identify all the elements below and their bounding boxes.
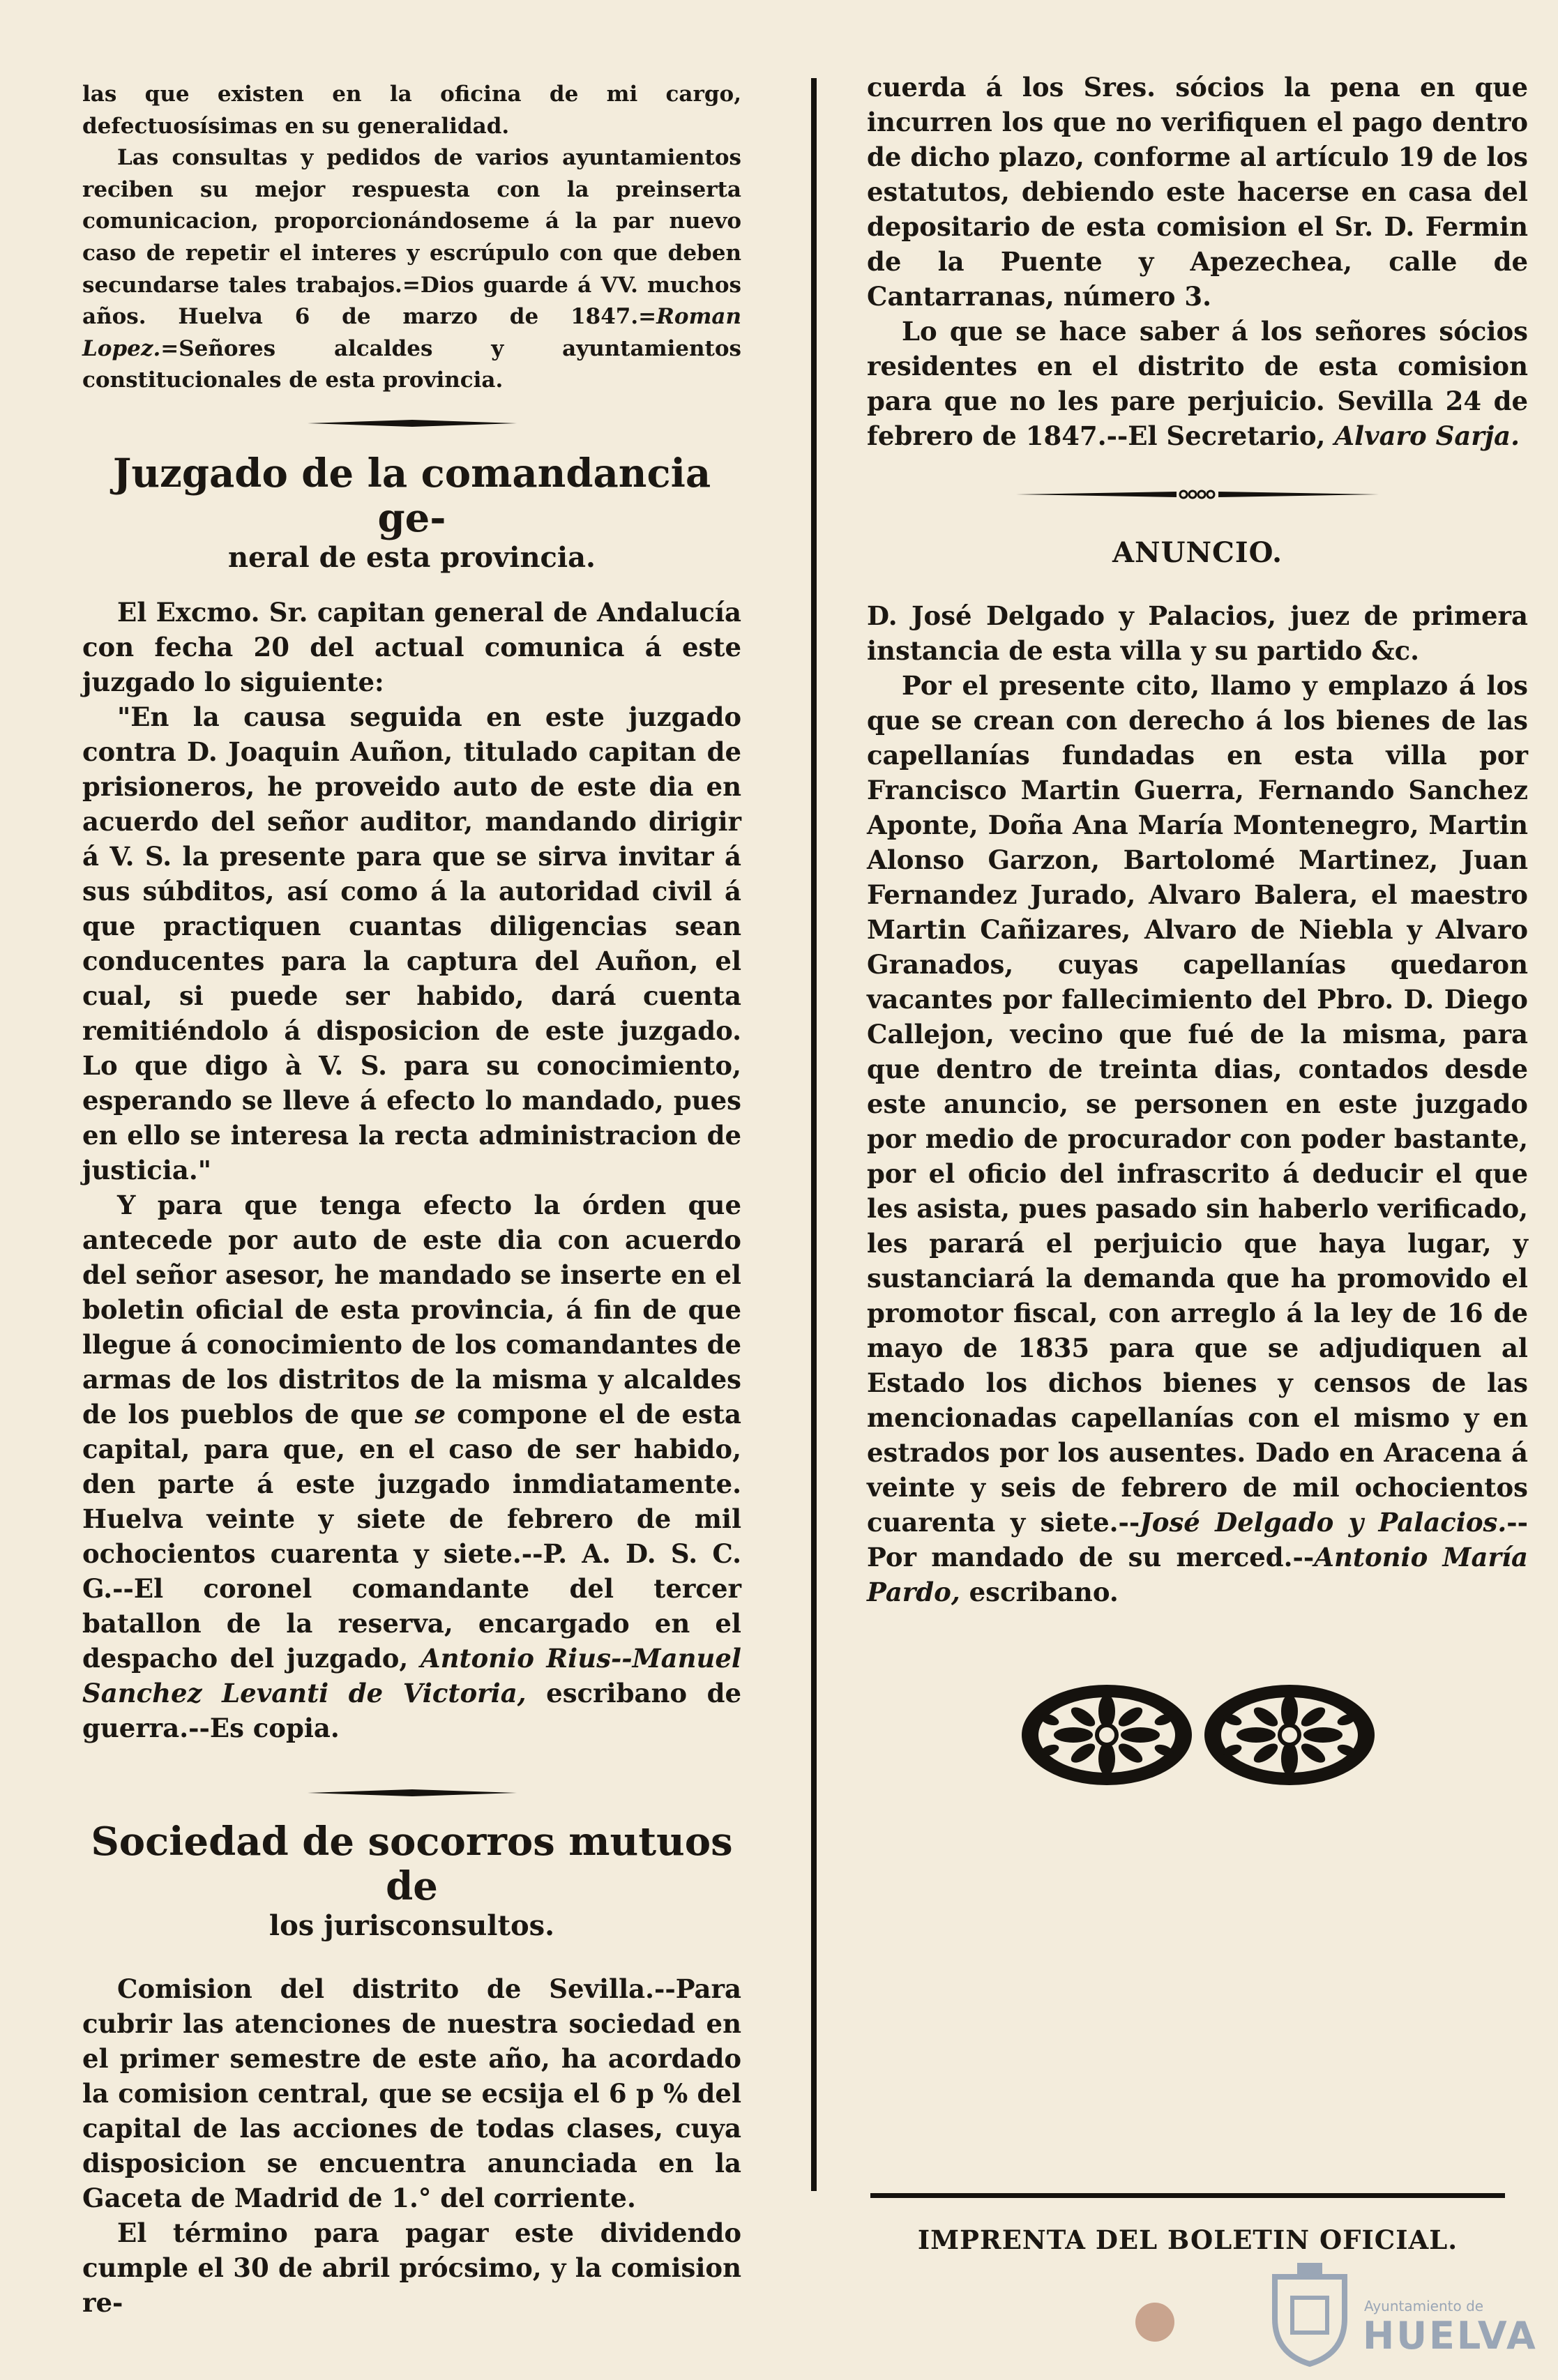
signature-pardo: Antonio María Pardo, <box>867 1542 1528 1607</box>
ornament-rule-1 <box>308 418 517 429</box>
heading-sociedad: Sociedad de socorros mutuos de <box>91 1818 733 1909</box>
signature-rius-sanchez: Antonio Rius--Manuel Sanchez Levanti de Victoria, <box>82 1642 741 1708</box>
left-paragraph-2 <box>82 142 741 397</box>
heading-juzgado <box>82 451 741 540</box>
right-paragraph-2 <box>867 314 1528 453</box>
left-column <box>82 0 741 2320</box>
rosette-ornament <box>1016 1672 1379 1798</box>
right-p2-text: Lo que se hace saber á los señores sócios residentes en el distrito de esta comision para que no les pare perjuicio. Sevilla 24 de febrero de 1847.--El Secretario, <box>867 316 1528 451</box>
left-p5-text-2: compone el de esta capital, para que, en el caso de ser habido, den parte á este juzgado inmdiatamente. Huelva veinte y siete de febrero de mil ochocientos cuarenta y siete.--P. A. D. S. C. G.--El coronel comandante del tercer batallon de la reserva, encargado en el despacho del juzgado, <box>82 1398 741 1674</box>
footer-rule <box>870 2193 1505 2198</box>
huelva-watermark <box>1268 2259 1547 2374</box>
column-divider <box>811 78 817 2191</box>
heading-sociedad-sub: los jurisconsultos. <box>269 1909 555 1942</box>
right-paragraph-4 <box>867 668 1528 1609</box>
left-paragraph-3: El Excmo. Sr. capitan general de Andalucía con fecha 20 del actual comunica á este juzgado lo siguiente: <box>82 596 741 697</box>
heading-juzgado-sub: neral de esta provincia. <box>228 540 596 574</box>
left-paragraph-1: las que existen en la oficina de mi cargo, defectuosísimas en su generalidad. <box>82 82 741 139</box>
huelva-crest-icon <box>1268 2263 1352 2367</box>
paper-stain <box>1135 2303 1174 2342</box>
right-p4-text: Por el presente cito, llamo y emplazo á los que se crean con derecho á los bienes de las capellanías fundadas en esta villa por Francisco Martin Guerra, Fernando Sanchez Aponte, Doña Ana María Montenegro, Martin Alonso Garzon, Bartolomé Martinez, Juan Fernandez Jurado, Alvaro Balera, el maestro Martin Cañizares, Alvaro de Niebla y Alvaro Granados, cuyas capellanías quedaron vacantes por fallecimiento del Pbro. D. Diego Callejon, vecino que fué de la misma, para que dentro de treinta dias, contados desde este anuncio, se personen en este juzgado por medio de procurador con poder bastante, por el oficio del infrascrito á deducir el que les asista, pues pasado sin haberlo verificado, les parará el perjuicio que haya lugar, y sustanciará la demanda que ha promovido el promotor fiscal, con arreglo á la ley de 16 de mayo de 1835 para que se adjudiquen al Estado los dichos bienes y censos de las mencionadas capellanías con el mismo y en estrados por los ausentes. Dado en Aracena á veinte y seis de febrero de mil ochocientos cuarenta y siete.-- <box>867 670 1528 1538</box>
ornament-rule-3 <box>1016 488 1379 501</box>
right-column <box>867 0 1528 1798</box>
left-paragraph-7: El término para pagar este dividendo cumple el 30 de abril prócsimo, y la comision re- <box>82 2217 741 2318</box>
right-p4-text-2: --Por mandado de su merced.-- <box>867 1507 1528 1572</box>
ornament-rule-2 <box>308 1787 517 1798</box>
watermark-line1: Ayuntamiento de <box>1364 2298 1484 2314</box>
heading-juzgado-line1: Juzgado de la comandancia ge- <box>112 450 711 541</box>
left-p5-closing: escribano de guerra.--Es copia. <box>82 1677 742 1743</box>
left-paragraph-5 <box>82 1188 741 1745</box>
signature-roman-lopez: Roman Lopez. <box>82 304 741 361</box>
heading-anuncio: ANUNCIO. <box>1112 536 1283 569</box>
left-p2-text: Las consultas y pedidos de varios ayuntamientos reciben su mejor respuesta con la preinserta comunicacion, proporcionándoseme á la par nuevo caso de repetir el interes y escrúpulo con que deben secundarse tales trabajos.=Dios guarde á VV. muchos años. Huelva 6 de marzo de 1847.= <box>82 145 741 330</box>
right-paragraph-1: cuerda á los Sres. sócios la pena en que incurren los que no verifiquen el pago dentro de dicho plazo, conforme al artículo 19 de los estatutos, debiendo este hacerse en casa del depositario de esta comision el Sr. D. Fermin de la Puente y Apezechea, calle de Cantarranas, número 3. <box>867 72 1528 312</box>
left-p5-italic: se <box>414 1398 446 1430</box>
watermark-line2: HUELVA <box>1363 2314 1538 2358</box>
right-p4-closing: escribano. <box>969 1577 1119 1607</box>
printer-imprint: IMPRENTA DEL BOLETIN OFICIAL. <box>917 2224 1458 2255</box>
left-p2-closing: =Señores alcaldes y ayuntamientos constitucionales de esta provincia. <box>82 335 741 393</box>
left-p5-text: Y para que tenga efecto la órden que antecede por auto de este dia con acuerdo del señor asesor, he mandado se inserte en el boletin oficial de esta provincia, á fin de que llegue á conocimiento de los comandantes de armas de los distritos de la misma y alcaldes de los pueblos de que <box>82 1189 741 1430</box>
left-paragraph-6: Comision del distrito de Sevilla.--Para cubrir las atenciones de nuestra sociedad en el primer semestre de este año, ha acordado la comision central, que se ecsija el 6 p % del capital de las acciones de todas clases, cuya disposicion se encuentra anunciada en la Gaceta de Madrid de 1.° del corriente. <box>82 1973 741 2213</box>
right-paragraph-3: D. José Delgado y Palacios, juez de primera instancia de esta villa y su partido &c. <box>867 600 1528 666</box>
left-paragraph-4: "En la causa seguida en este juzgado contra D. Joaquin Auñon, titulado capitan de prisioneros, he proveido auto de este dia en acuerdo del señor auditor, mandando dirigir á V. S. la presente para que se sirva invitar á sus súbditos, así como á la autoridad civil á que practiquen cuantas diligencias sean conducentes para la captura del Auñon, el cual, si puede ser habido, dará cuenta remitiéndolo á disposicion de este juzgado. Lo que digo à V. S. para su conocimiento, esperando se lleve á efecto lo mandado, pues en ello se interesa la recta administracion de justicia." <box>82 701 741 1185</box>
signature-delgado: José Delgado y Palacios. <box>1140 1507 1507 1538</box>
signature-alvaro-sarja: Alvaro Sarja. <box>1334 420 1520 451</box>
